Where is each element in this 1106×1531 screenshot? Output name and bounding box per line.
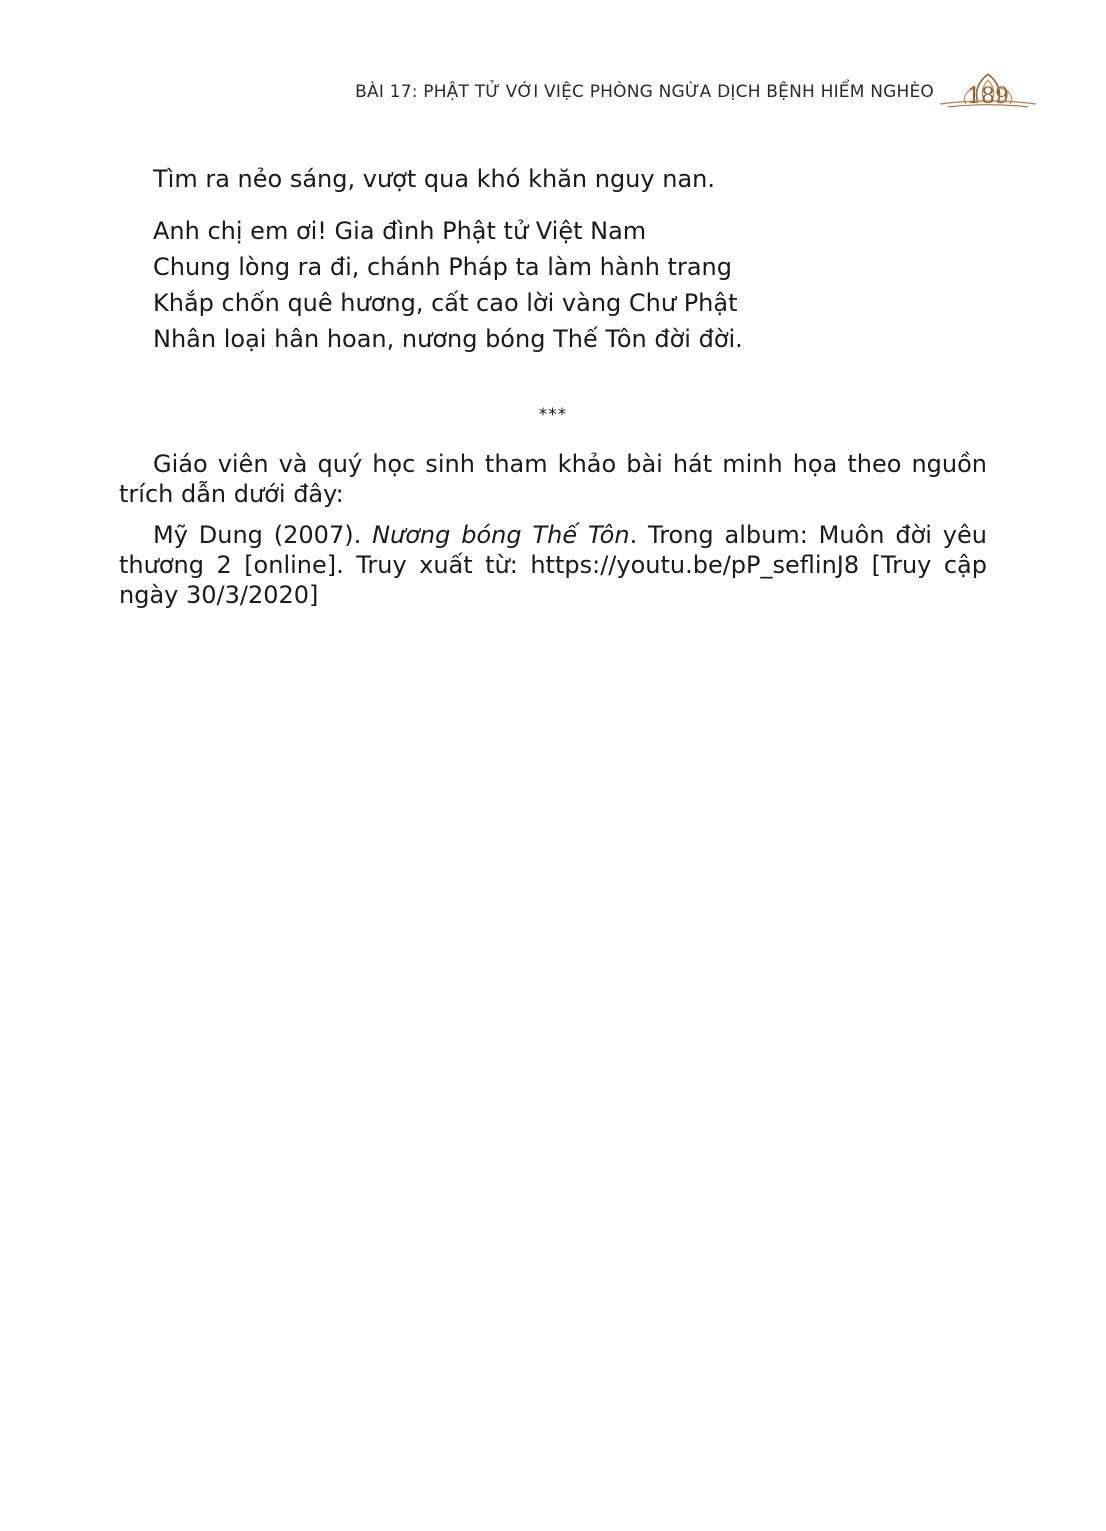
stanza-line: Nhân loại hân hoan, nương bóng Thế Tôn đời đời.	[153, 325, 743, 353]
stanza-line: Chung lòng ra đi, chánh Pháp ta làm hành trang	[153, 253, 732, 281]
song-stanza	[153, 213, 743, 357]
citation-prefix: Mỹ Dung (2007).	[153, 521, 373, 549]
section-separator: ***	[538, 405, 568, 425]
stanza-line: Anh chị em ơi! Gia đình Phật tử Việt Nam	[153, 217, 647, 245]
verse-line: Tìm ra nẻo sáng, vượt qua khó khăn nguy nan.	[153, 165, 715, 193]
stanza-line: Khắp chốn quê hương, cất cao lời vàng Chư Phật	[153, 289, 738, 317]
chapter-title: BÀI 17: PHẬT TỬ VỚI VIỆC PHÒNG NGỪA DỊCH BỆNH HIỂM NGHÈO	[355, 82, 934, 102]
citation-title: Nương bóng Thế Tôn	[372, 521, 630, 549]
citation-suffix: . Trong album: Muôn đời yêu thương 2 [online]. Truy xuất từ: https://youtu.be/pP_seflinJ8 [Truy cập ngày 30/3/2020]	[119, 521, 987, 609]
page-header	[0, 70, 1106, 120]
reference-intro: Giáo viên và quý học sinh tham khảo bài hát minh họa theo nguồn trích dẫn dưới đây:	[119, 450, 987, 508]
reference-citation	[119, 520, 987, 610]
page-number: 189	[967, 84, 1009, 109]
